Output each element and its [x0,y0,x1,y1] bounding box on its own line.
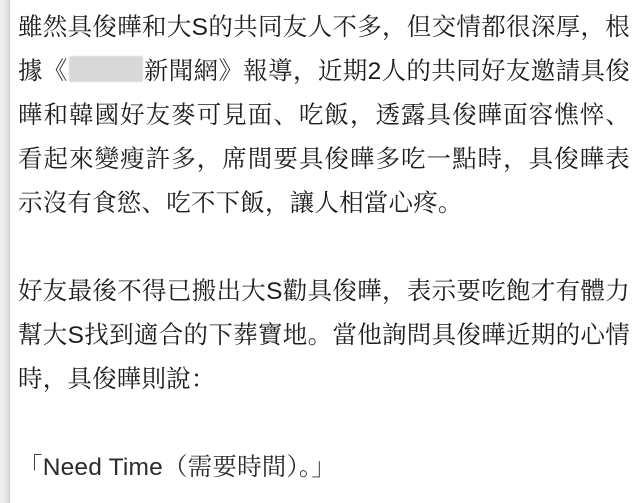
paragraph-1 [18,6,630,226]
page-left-margin-rule [9,0,10,503]
paragraph-text-run: 新聞網》報導，近期2人的共同好友邀請具俊曄和韓國好友麥可見面、吃飯，透露具俊曄面容憔悴、看起來變瘦許多，席間要具俊曄多吃一點時，具俊曄表示沒有食慾、吃不下飯，讓人相當心疼。 [18,58,630,217]
page-left-margin-shading [0,0,9,503]
redacted-text-block [69,56,143,82]
paragraph-text-run: 好友最後不得已搬出大S勸具俊曄，表示要吃飽才有體力幫大S找到適合的下葬寶地。當他詢問具俊曄近期的心情時，具俊曄則說： [18,278,630,393]
paragraph-3 [18,446,630,490]
article-body [18,0,630,490]
paragraph-text-run: 雖然具俊曄和大S的共同友人不多，但交情都很深厚，根據《 [18,14,630,85]
paragraph-text-run: 「Need Time（需要時間）。」 [18,454,337,481]
paragraph-2 [18,270,630,402]
